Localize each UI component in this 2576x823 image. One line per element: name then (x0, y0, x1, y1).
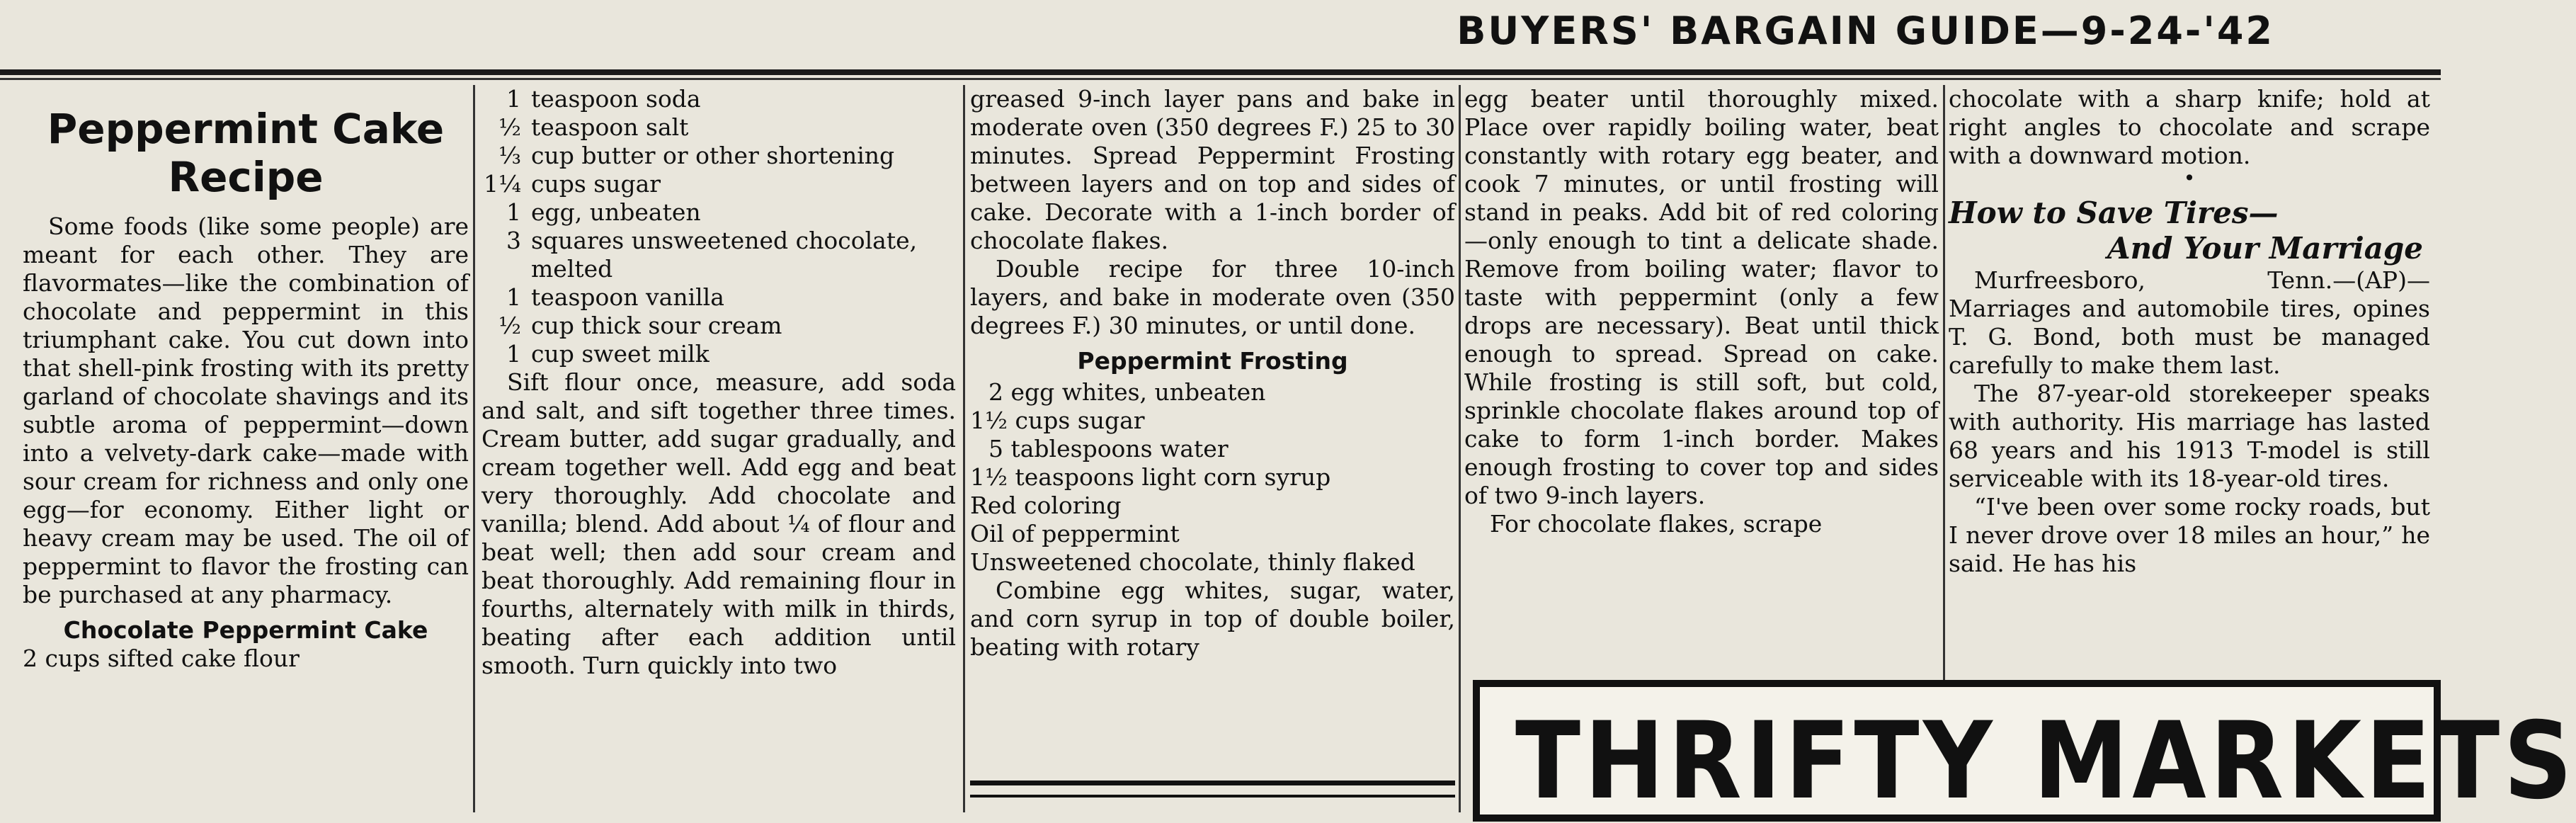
ingredient-text: cup butter or other shortening (531, 142, 895, 169)
double-recipe-paragraph: Double recipe for three 10-inch layers, and bake in moderate oven (350 degrees F.) 30 minutes, or until done. (970, 255, 1455, 339)
ingredient-text: teaspoon salt (531, 113, 689, 141)
column-rule (1459, 85, 1461, 812)
ornamental-border (970, 781, 1455, 798)
column-rule (1943, 85, 1945, 680)
ingredient-qty: 3 (506, 227, 521, 254)
column-1 (23, 85, 469, 673)
column-4 (1464, 85, 1939, 538)
article-paragraph: “I've been over some rocky roads, but I never drove over 18 miles an hour,” he said. He has his (1949, 493, 2430, 577)
column-5 (1949, 85, 2430, 578)
ingredient-line (481, 170, 956, 198)
advertisement-text: THRIFTY MARKETS (1515, 700, 2576, 823)
ingredient-qty: ⅓ (498, 142, 521, 169)
article-headline-line-2: And Your Marriage (2107, 231, 2423, 266)
ingredient-text: cup sweet milk (531, 340, 709, 368)
flakes-continued: chocolate with a sharp knife; hold at right angles to chocolate and scrape with a downward motion. (1949, 85, 2430, 169)
ingredient-text: teaspoon vanilla (531, 283, 724, 311)
ingredient-line (481, 283, 956, 312)
ingredient-qty: 1 (506, 340, 521, 368)
column-2 (481, 85, 956, 680)
ingredient-line (481, 227, 956, 283)
ingredient-line (481, 312, 956, 340)
masthead: BUYERS' BARGAIN GUIDE—9-24-'42 (1457, 8, 2274, 53)
separator-dot: • (2183, 166, 2196, 190)
article-headline-line-1: How to Save Tires— (1949, 195, 2279, 230)
ingredient-line (481, 113, 956, 142)
ingredient-text: cups sugar (531, 170, 661, 198)
article-paragraph: Murfreesboro, Tenn.—(AP)—Marriages and automobile tires, opines T. G. Bond, both must be managed carefully to make them last. (1949, 266, 2430, 379)
ingredient-line (481, 142, 956, 170)
frosting-item: 1½ cups sugar (970, 407, 1145, 434)
headline-line-1: Peppermint Cake (47, 105, 445, 153)
ingredient-qty: ½ (498, 312, 521, 339)
ingredient-line: 2 cups sifted cake flour (23, 645, 300, 672)
recipe-subhead: Chocolate Peppermint Cake (63, 616, 428, 644)
combine-paragraph: Combine egg whites, sugar, water, and corn syrup in top of double boiler, beating with rotary (970, 577, 1455, 661)
method-paragraph: Sift flour once, measure, add soda and salt, and sift together three times. Cream butter, add sugar gradually, and cream together well. Add egg and beat very thoroughly. Add chocolate and vanilla; blend. Add about ¼ of flour and beat well; then add sour cream and beat thoroughly. Add remaining flour in fourths, alternately with milk in thirds, beating after each addition until smooth. Turn quickly into two (481, 368, 956, 679)
column-rule (473, 85, 475, 812)
ingredient-text: egg, unbeaten (531, 198, 701, 226)
frosting-method: egg beater until thoroughly mixed. Place over rapidly boiling water, beat constantly with rotary egg beater, and cook 7 minutes, or until frosting will stand in peaks. Add bit of red coloring—only enough to tint a delicate shade. Remove from boiling water; flavor to taste with peppermint (only a few drops are necessary). Beat until thick enough to spread. Spread on cake. While frosting is still soft, but cold, sprinkle chocolate flakes around top of cake to form 1-inch border. Makes enough frosting to cover top and sides of two 9-inch layers. (1464, 85, 1939, 509)
article-paragraph: The 87-year-old storekeeper speaks with authority. His marriage has lasted 68 years and his 1913 T-model is still serviceable with its 18-year-old tires. (1949, 380, 2430, 492)
frosting-item: 1½ teaspoons light corn syrup (970, 463, 1331, 491)
ingredient-text: cup thick sour cream (531, 312, 782, 339)
top-rule (0, 69, 2441, 75)
article-headline (1949, 195, 2430, 266)
ingredient-qty: 1 (506, 283, 521, 311)
column-3 (970, 85, 1455, 662)
ingredient-line (481, 85, 956, 113)
frosting-subhead: Peppermint Frosting (1077, 347, 1348, 375)
ingredient-qty: 1 (506, 198, 521, 226)
headline (23, 105, 469, 201)
method-continued: greased 9-inch layer pans and bake in moderate oven (350 degrees F.) 25 to 30 minutes. Spread Peppermint Frosting between layers and on top and sides of cake. Decorate with a 1-inch border of chocolate flakes. (970, 85, 1455, 254)
intro-paragraph: Some foods (like some people) are meant for each other. They are flavormates—like the combination of chocolate and peppermint in this triumphant cake. You cut down into that shell-pink frosting with its pretty garland of chocolate shavings and its subtle aroma of peppermint—down into a velvety-dark cake—made with sour cream for richness and only one egg—for economy. Either light or heavy cream may be used. The oil of peppermint to flavor the frosting can be purchased at any pharmacy. (23, 212, 469, 608)
frosting-item: 2 egg whites, unbeaten (988, 378, 1266, 406)
frosting-item: Unsweetened chocolate, thinly flaked (970, 548, 1415, 576)
ingredient-line (481, 198, 956, 227)
headline-line-2: Recipe (168, 153, 324, 201)
top-rule-thin (0, 78, 2441, 80)
ingredient-text: squares unsweetened chocolate, melted (531, 227, 918, 283)
flakes-paragraph: For chocolate flakes, scrape (1490, 510, 1823, 538)
ingredient-qty: 1¼ (484, 170, 521, 198)
ingredient-text: teaspoon soda (531, 85, 701, 113)
ingredient-qty: ½ (498, 113, 521, 141)
ingredient-line (481, 340, 956, 368)
frosting-item: Oil of peppermint (970, 520, 1180, 547)
column-rule (963, 85, 965, 812)
frosting-item: 5 tablespoons water (988, 435, 1229, 462)
ingredient-qty: 1 (506, 85, 521, 113)
frosting-item: Red coloring (970, 492, 1122, 519)
